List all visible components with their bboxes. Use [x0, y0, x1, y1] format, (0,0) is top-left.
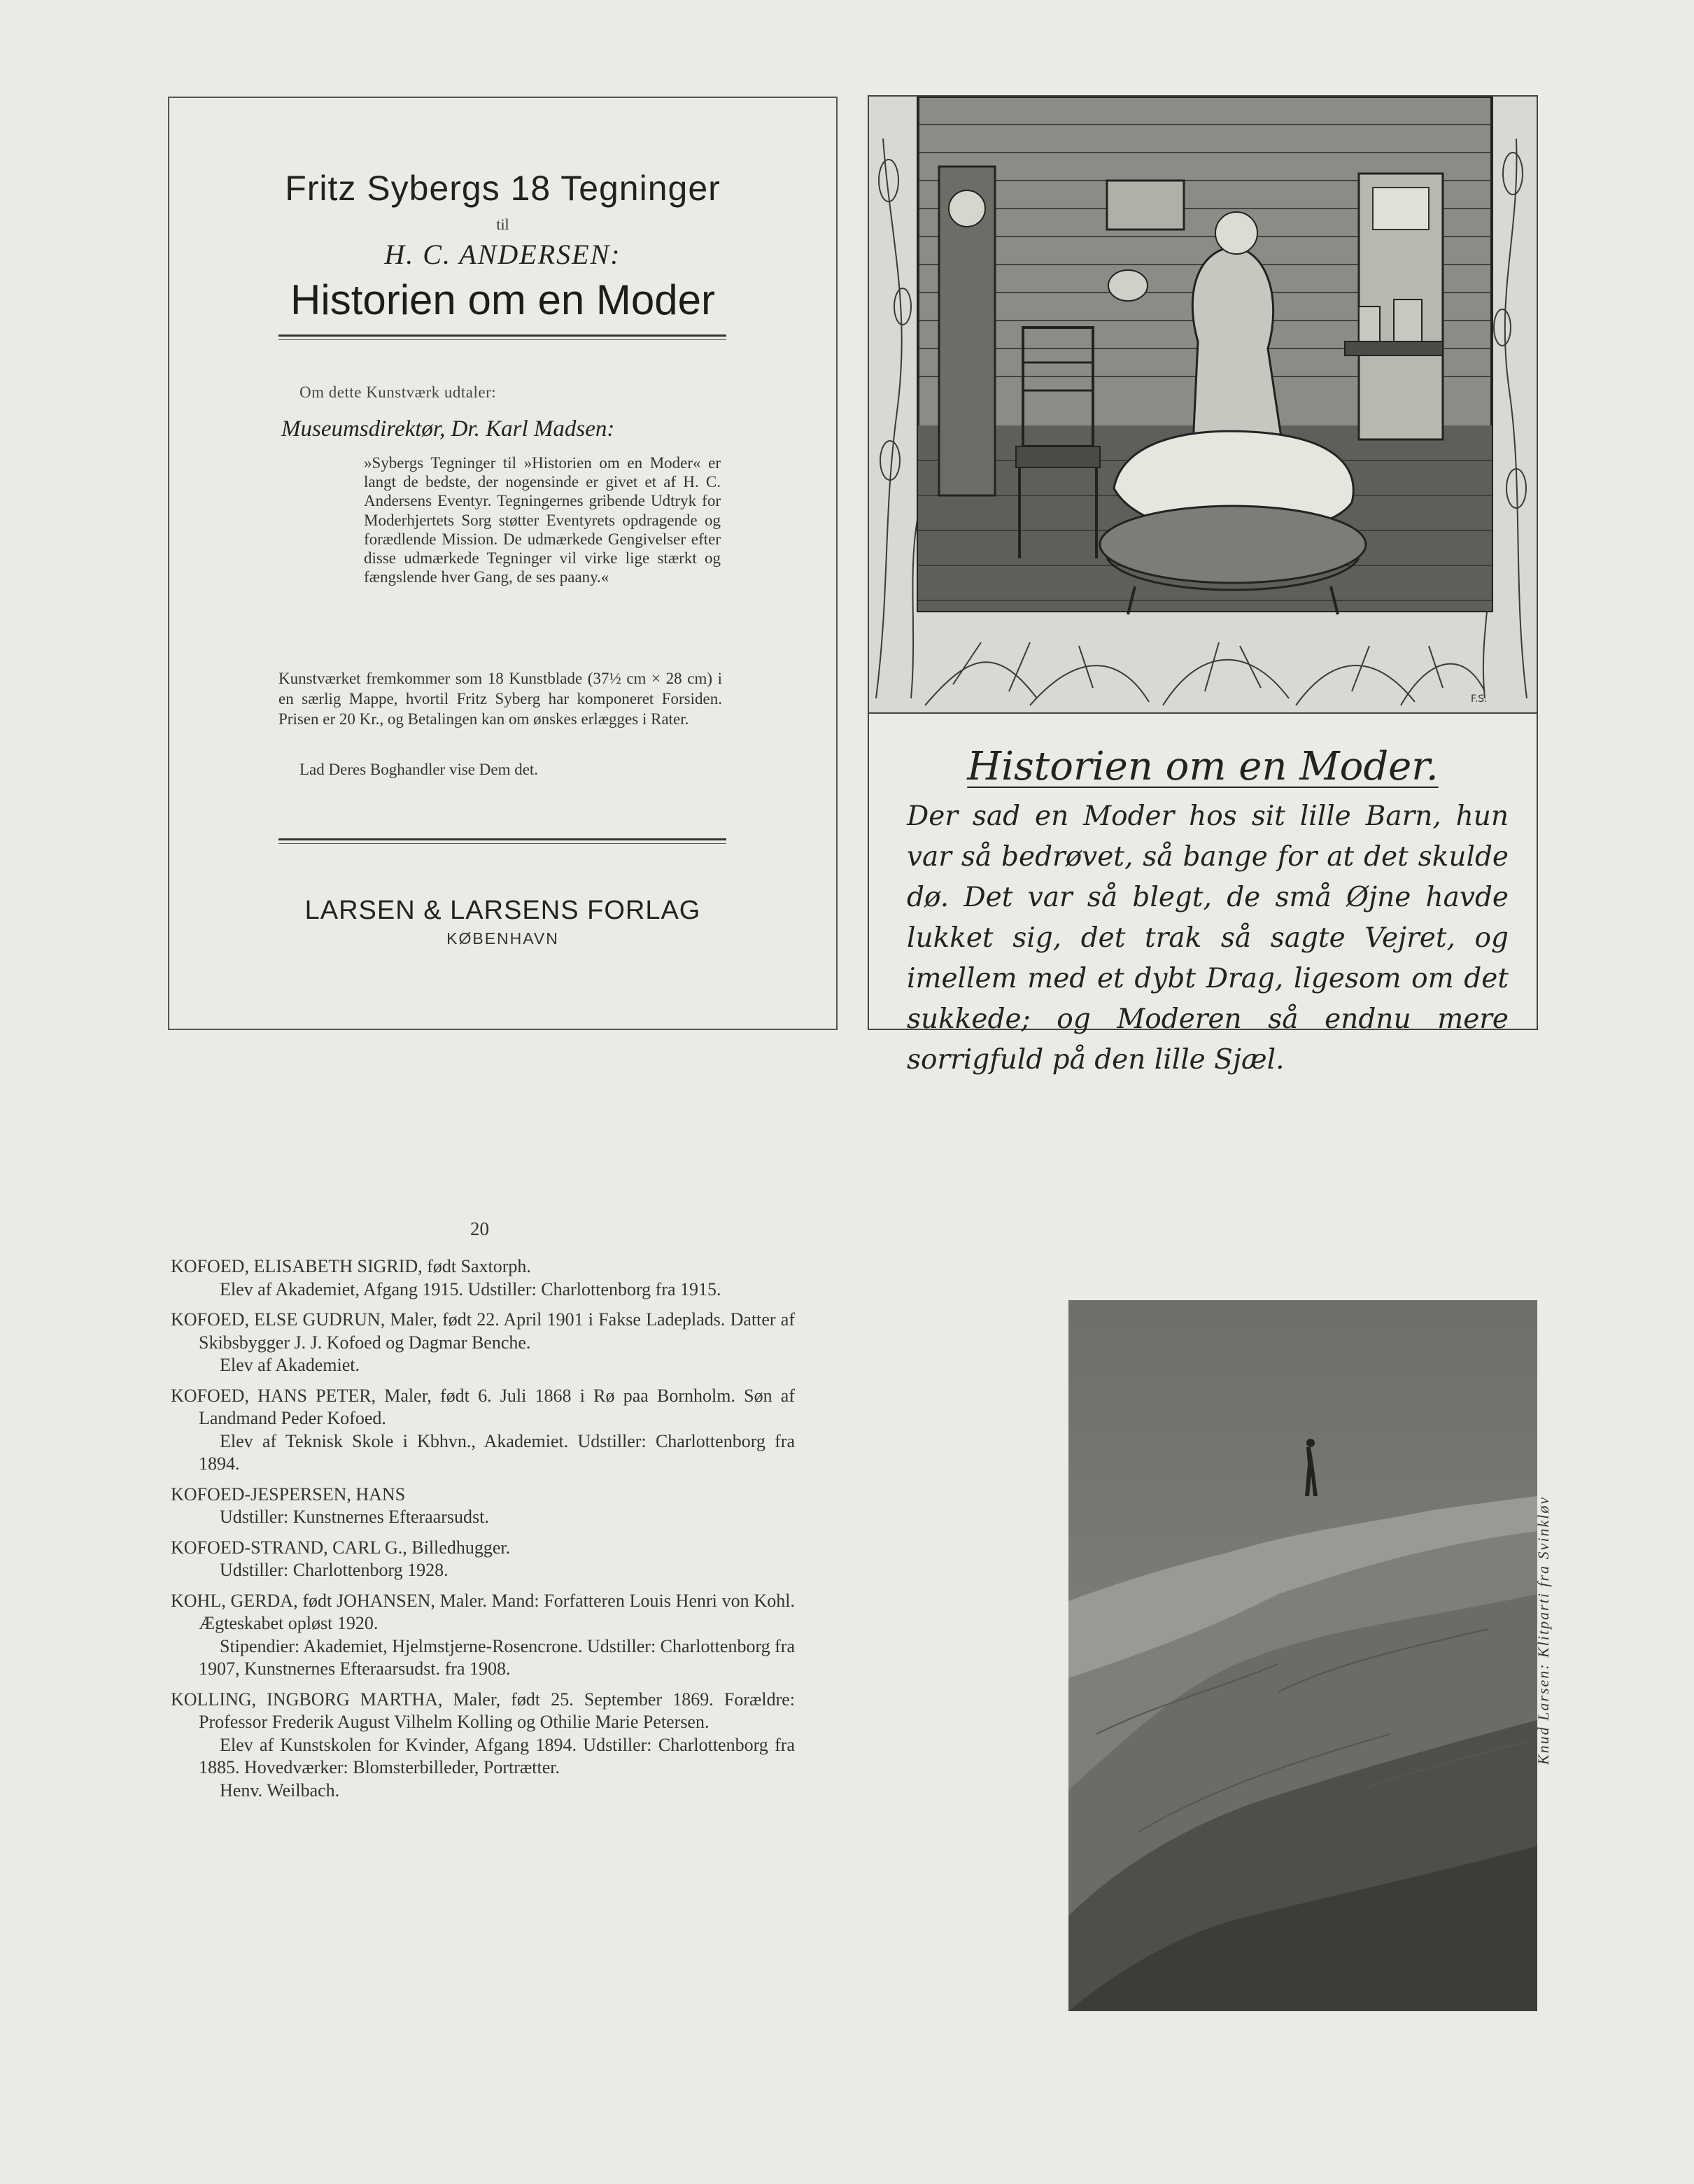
ad-city: KØBENHAVN — [446, 929, 559, 947]
entry-kolling-ingborg — [171, 1689, 795, 1803]
dune-landscape-image — [1068, 1300, 1537, 2011]
artist-entries — [171, 1255, 795, 1810]
svg-text:F.S.: F.S. — [1471, 693, 1488, 705]
ad-divider-top-thin — [278, 339, 726, 340]
illustration-divider — [869, 712, 1537, 714]
ad-publisher: LARSEN & LARSENS FORLAG — [304, 896, 701, 925]
ad-author: H. C. ANDERSEN: — [384, 239, 621, 270]
entry-head: KOLLING, INGBORG MARTHA, Maler, født 25. September 1869. Forældre: Professor Frederik August Vilhelm Kolling og Othilie Marie Petersen. — [171, 1689, 795, 1732]
entry-detail: Stipendier: Akademiet, Hjelmstjerne-Rosencrone. Udstiller: Charlottenborg fra 1907, Kunstnernes Efteraarsudst. fra 1908. — [199, 1635, 795, 1679]
entry-detail: Elev af Teknisk Skole i Kbhvn., Akademiet. Udstiller: Charlottenborg fra 1894. — [199, 1430, 795, 1474]
entry-kofoed-strand — [171, 1537, 795, 1582]
entry-head: KOFOED, HANS PETER, Maler, født 6. Juli 1868 i Rø paa Bornholm. Søn af Landmand Peder Kofoed. — [171, 1385, 795, 1428]
entry-head: KOFOED, ELISABETH SIGRID, født Saxtorph. — [171, 1256, 531, 1276]
ad-heading: Fritz Sybergs 18 Tegninger — [285, 169, 721, 208]
entry-kofoed-else — [171, 1309, 795, 1377]
entry-kofoed-elisabeth — [171, 1255, 795, 1301]
entry-detail: Elev af Akademiet, Afgang 1915. Udstiller: Charlottenborg fra 1915. — [220, 1278, 721, 1299]
ad-divider-bottom — [278, 838, 726, 840]
ad-museum-director: Museumsdirektør, Dr. Karl Madsen: — [281, 416, 615, 442]
advertisement-box — [168, 97, 838, 1030]
entry-detail: Udstiller: Charlottenborg 1928. — [220, 1560, 449, 1580]
entry-detail: Elev af Akademiet. — [220, 1355, 360, 1375]
ad-info: Kunstværket fremkommer som 18 Kunstblade (37½ cm × 28 cm) i en særlig Mappe, hvortil Fritz Syberg har komponeret Forsiden. Prisen er 20 Kr., og Betalingen kan om ønskes erlægges i Rater. — [278, 670, 722, 728]
script-title: Historien om en Moder. — [967, 744, 1439, 789]
ad-quote: »Sybergs Tegninger til »Historien om en Moder« er langt de bedste, der nogensinde er givet et af H. C. Andersens Eventyr. Tegningernes gribende Udtryk for Moderhjertets Sorg støtter Eventyrets opdragende og forædlende Mission. De udmærkede Gengivelser efter disse udmærkede Tegninger vil virke lige stærkt og fængslende hver Gang, de ses paany.« — [364, 454, 721, 586]
entry-detail: Elev af Kunstskolen for Kvinder, Afgang 1894. Udstiller: Charlottenborg fra 1885. Hovedværker: Blomsterbilleder, Portrætter. — [199, 1734, 795, 1777]
interior-illustration — [869, 97, 1537, 712]
ad-udtaler: Om dette Kunstværk udtaler: — [299, 383, 497, 401]
entry-head: KOFOED, ELSE GUDRUN, Maler, født 22. April 1901 i Fakse Ladeplads. Datter af Skibsbygger J. J. Kofoed og Dagmar Benche. — [171, 1309, 795, 1353]
entry-kohl-gerda — [171, 1590, 795, 1681]
entry-head: KOHL, GERDA, født JOHANSEN, Maler. Mand: Forfatteren Louis Henri von Kohl. Ægteskabet opløst 1920. — [171, 1590, 795, 1633]
ad-divider-top — [278, 334, 726, 337]
entry-head: KOFOED-JESPERSEN, HANS — [171, 1484, 406, 1505]
entry-reference: Henv. Weilbach. — [220, 1780, 340, 1801]
entry-kofoed-jespersen — [171, 1484, 795, 1529]
ad-boghandler: Lad Deres Boghandler vise Dem det. — [299, 761, 539, 778]
script-text: Der sad en Moder hos sit lille Barn, hun var så bedrøvet, så bange for at det skulde dø. Det var så blegt, de små Øjne havde lukket sig, det trak så sagte Vejret, og imellem med et dybt Drag, ligesom om det sukkede; og Moderen så endnu mere sorrigfuld på den lille Sjæl. — [907, 801, 1509, 1076]
landscape-photo — [1068, 1300, 1537, 2011]
page-number: 20 — [470, 1218, 489, 1239]
entry-head: KOFOED-STRAND, CARL G., Billedhugger. — [171, 1537, 511, 1558]
ad-title: Historien om en Moder — [290, 276, 715, 323]
ad-divider-bottom-thin — [278, 843, 726, 844]
entry-kofoed-hans-peter — [171, 1385, 795, 1476]
entry-detail: Udstiller: Kunstnernes Efteraarsudst. — [220, 1507, 489, 1527]
illustration-box — [868, 95, 1538, 1076]
photo-caption: Knud Larsen: Klitparti fra Svinkløv — [1534, 1495, 1552, 1766]
ad-til: til — [496, 216, 509, 233]
